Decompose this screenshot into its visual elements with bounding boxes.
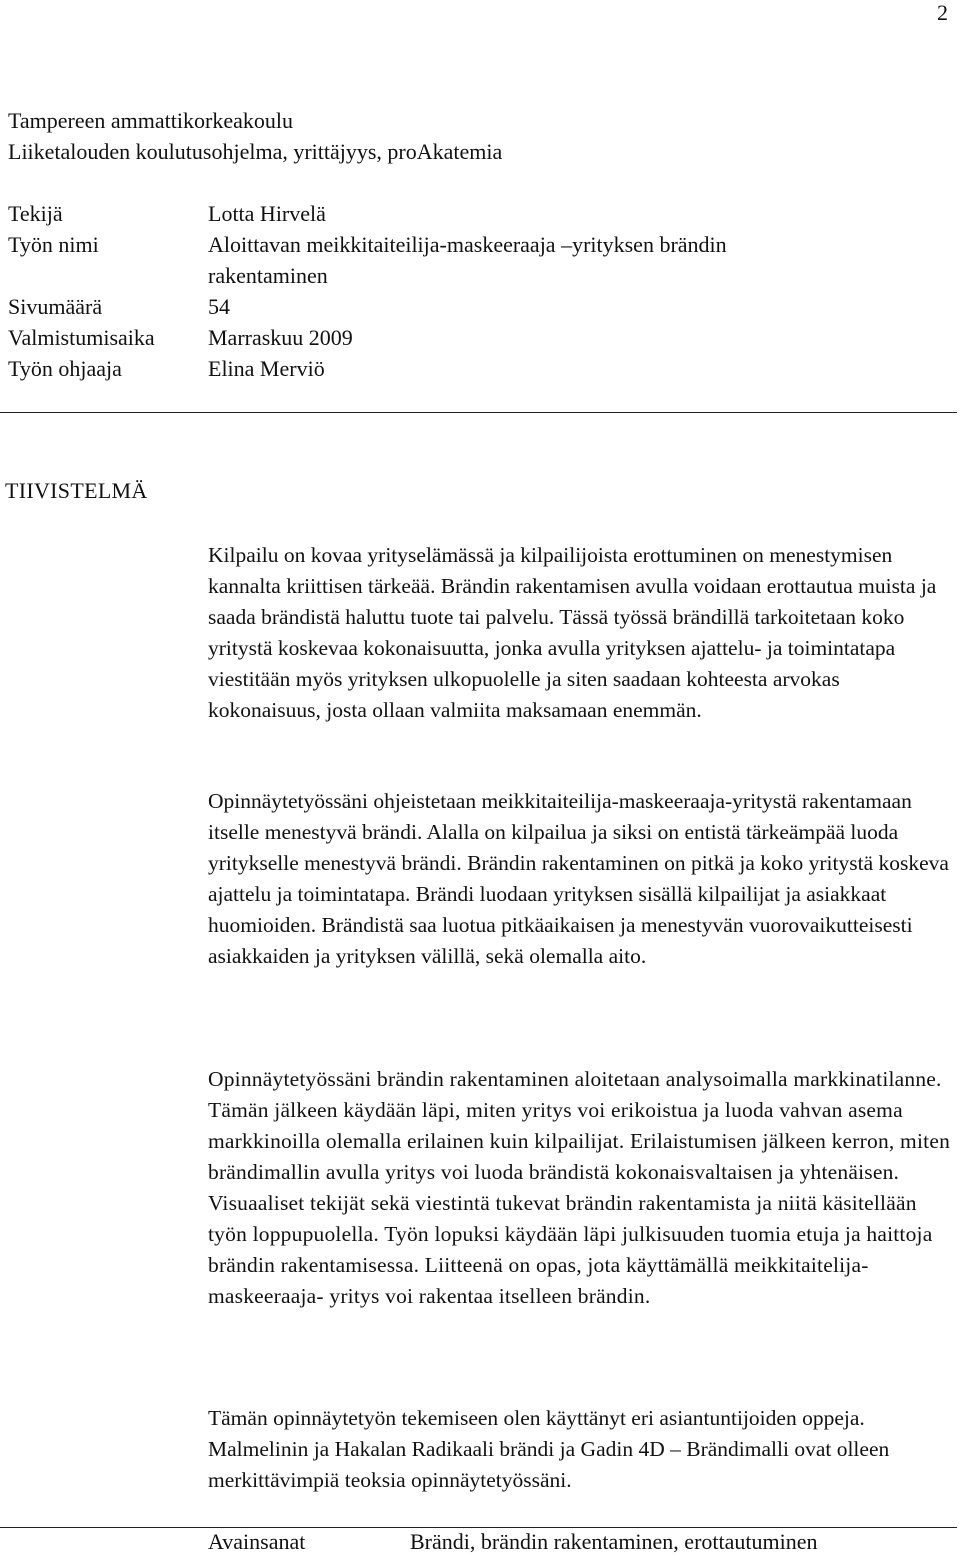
title-value: Aloittavan meikkitaiteilija-maskeeraaja –yrityksen brändin <box>208 232 727 257</box>
program-name: Liiketalouden koulutusohjelma, yrittäjyys, proAkatemia <box>8 139 503 164</box>
completion-label: Valmistumisaika <box>8 325 155 350</box>
page-number: 2 <box>937 0 948 25</box>
supervisor-value: Elina Merviö <box>208 356 325 381</box>
completion-value: Marraskuu 2009 <box>208 325 353 350</box>
pages-value: 54 <box>208 294 230 319</box>
keywords-label: Avainsanat <box>208 1529 306 1554</box>
divider-top <box>0 412 957 413</box>
supervisor-label: Työn ohjaaja <box>8 356 122 381</box>
abstract-paragraph-3: Opinnäytetyössäni brändin rakentaminen aloitetaan analysoimalla markkinatilanne. Tämän jälkeen käydään läpi, miten yritys voi erikoistua ja luoda vahvan asema markkinoilla olemalla erilainen kuin kilpailijat. Erilaistumisen jälkeen kerron, miten brändimallin avulla yritys voi luoda brändistä kokonaisvaltaisen ja yhtenäisen. Visuaaliset tekijät sekä viestintä tukevat brändin rakentamista ja niitä käsitellään työn loppupuolella. Työn lopuksi käydään läpi julkisuuden tuomia etuja ja haittoja brändin rakentamisessa. Liitteenä on opas, jota käyttämällä meikkitaitelija-maskeeraaja- yritys voi rakentaa itselleen brändin. <box>208 1067 951 1308</box>
abstract-paragraph-4: Tämän opinnäytetyön tekemiseen olen käyttänyt eri asiantuntijoiden oppeja. Malmelinin ja Hakalan Radikaali brändi ja Gadin 4D – Brändimalli ovat olleen merkittävimpiä teoksia opinnäytetyössäni. <box>208 1406 890 1492</box>
abstract-paragraph-1: Kilpailu on kovaa yrityselämässä ja kilpailijoista erottuminen on menestymisen kannalta kriittisen tärkeää. Brändin rakentamisen avulla voidaan erottautua muista ja saada brändistä haluttu tuote tai palvelu. Tässä työssä brändillä tarkoitetaan koko yritystä koskevaa kokonaisuutta, jonka avulla yrityksen ajattelu- ja toimintatapa viestitään myös yrityksen ulkopuolelle ja siten saadaan kohteesta arvokas kokonaisuus, josta ollaan valmiita maksamaan enemmän. <box>208 543 937 722</box>
school-name: Tampereen ammattikorkeakoulu <box>8 108 293 133</box>
keywords-value: Brändi, brändin rakentaminen, erottautuminen <box>410 1529 818 1554</box>
title-label: Työn nimi <box>8 232 99 257</box>
abstract-heading: TIIVISTELMÄ <box>5 478 148 503</box>
abstract-paragraph-2: Opinnäytetyössäni ohjeistetaan meikkitaiteilija-maskeeraaja-yritystä rakentamaan itselle menestyvä brändi. Alalla on kilpailua ja siksi on entistä tärkeämpää luoda yritykselle menestyvä brändi. Brändin rakentaminen on pitkä ja koko yritystä koskeva ajattelu ja toimintatapa. Brändi luodaan yrityksen sisällä kilpailijat ja asiakkaat huomioiden. Brändistä saa luotua pitkäaikaisen ja menestyvän vuorovaikutteisesti asiakkaiden ja yrityksen välillä, sekä olemalla aito. <box>208 789 949 968</box>
author-value: Lotta Hirvelä <box>208 201 326 226</box>
author-label: Tekijä <box>8 201 63 226</box>
title-value-cont: rakentaminen <box>208 263 328 288</box>
pages-label: Sivumäärä <box>8 294 103 319</box>
